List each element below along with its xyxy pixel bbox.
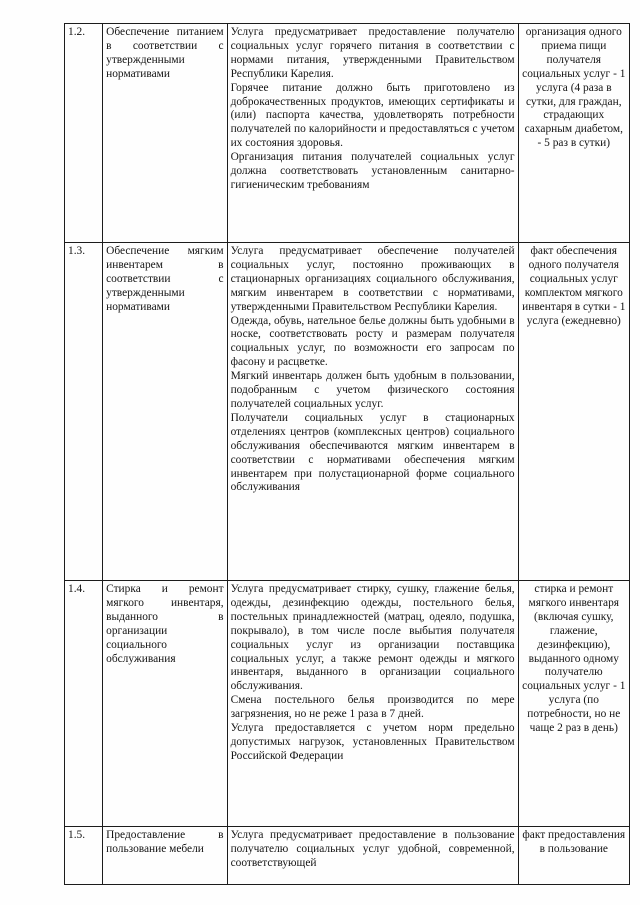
- service-norm: стирка и ремонт мягкого инвентаря (включая сушку, глажение, дезинфекцию), выданного одному получателю социальных услуг - 1 услуга (по потребности, но не чаще 2 раз в день): [518, 581, 629, 827]
- description-paragraph: Получатели социальных услуг в стационарных отделениях центров (комплексных центров) социального обслуживания обеспечиваются мягким инвентарем в соответствии с нормативами обеспечения мягким инвентарем при полустационарной форме социального обслуживания: [230, 411, 515, 494]
- service-description: [227, 827, 518, 885]
- description-paragraph: Организация питания получателей социальных услуг должна соответствовать установленным санитарно-гигиеническим требованиям: [230, 151, 515, 191]
- description-paragraph: Услуга предусматривает стирку, сушку, глажение белья, одежды, дезинфекцию одежды, постельного белья, постельных принадлежностей (матрац, одеяло, подушка, покрывало), в том числе после выбытия получателя социальных услуг из организации поставщика социальных услуг, а также ремонт одежды и мягкого инвентаря, выданного в организации социального обслуживания.: [230, 583, 515, 693]
- description-paragraph: Услуга предусматривает обеспечение получателей социальных услуг, постоянно проживающих в стационарных организациях социального обслуживания, мягким инвентарем в соответствии с нормативами, утвержденными Правительством Республики Карелия.: [230, 245, 515, 313]
- description-paragraph: Мягкий инвентарь должен быть удобным в пользовании, подобранным с учетом физического состояния получателей социальных услуг.: [230, 370, 515, 410]
- row-number: 1.4.: [65, 581, 103, 827]
- service-description: [227, 24, 518, 243]
- description-paragraph: Услуга предусматривает предоставление получателю социальных услуг горячего питания в соответствии с нормами питания, утвержденными Правительством Республики Карелия.: [230, 26, 515, 80]
- table-row: [65, 827, 630, 885]
- table-row: [65, 24, 630, 243]
- description-paragraph: Услуга предусматривает предоставление в пользование получателю социальных услуг удобной, современной, соответствующей: [230, 829, 515, 869]
- service-description: [227, 243, 518, 581]
- description-paragraph: Одежда, обувь, нательное белье должны быть удобными в носке, соответствовать росту и размерам получателя социальных услуг, по возможности его запросам по фасону и расцветке.: [230, 314, 515, 369]
- row-number: 1.5.: [65, 827, 103, 885]
- service-name: Предоставление в пользование мебели: [103, 827, 227, 885]
- service-name: Стирка и ремонт мягкого инвентаря, выданного в организации социального обслуживания: [103, 581, 227, 827]
- services-table: [64, 23, 630, 885]
- service-norm: факт обеспечения одного получателя социальных услуг комплектом мягкого инвентаря в сутки - 1 услуга (ежедневно): [518, 243, 629, 581]
- row-number: 1.3.: [65, 243, 103, 581]
- service-norm: факт предоставления в пользование: [518, 827, 629, 885]
- service-description: [227, 581, 518, 827]
- description-paragraph: Горячее питание должно быть приготовлено из доброкачественных продуктов, имеющих сертификаты и (или) паспорта качества, удовлетворять потребности получателей по калорийности и предоставляться с учетом их состояния здоровья.: [230, 81, 515, 150]
- service-name: Обеспечение питанием в соответствии с утвержденными нормативами: [103, 24, 227, 243]
- description-paragraph: Смена постельного белья производится по мере загрязнения, но не реже 1 раза в 7 дней.: [230, 694, 515, 721]
- description-paragraph: Услуга предоставляется с учетом норм предельно допустимых нагрузок, установленных Правительством Российской Федерации: [230, 722, 515, 762]
- table-row: [65, 243, 630, 581]
- row-number: 1.2.: [65, 24, 103, 243]
- service-norm: организация одного приема пищи получателя социальных услуг - 1 услуга (4 раза в сутки, для граждан, страдающих сахарным диабетом, - 5 раз в сутки): [518, 24, 629, 243]
- table-row: [65, 581, 630, 827]
- service-name: Обеспечение мягким инвентарем в соответствии с утвержденными нормативами: [103, 243, 227, 581]
